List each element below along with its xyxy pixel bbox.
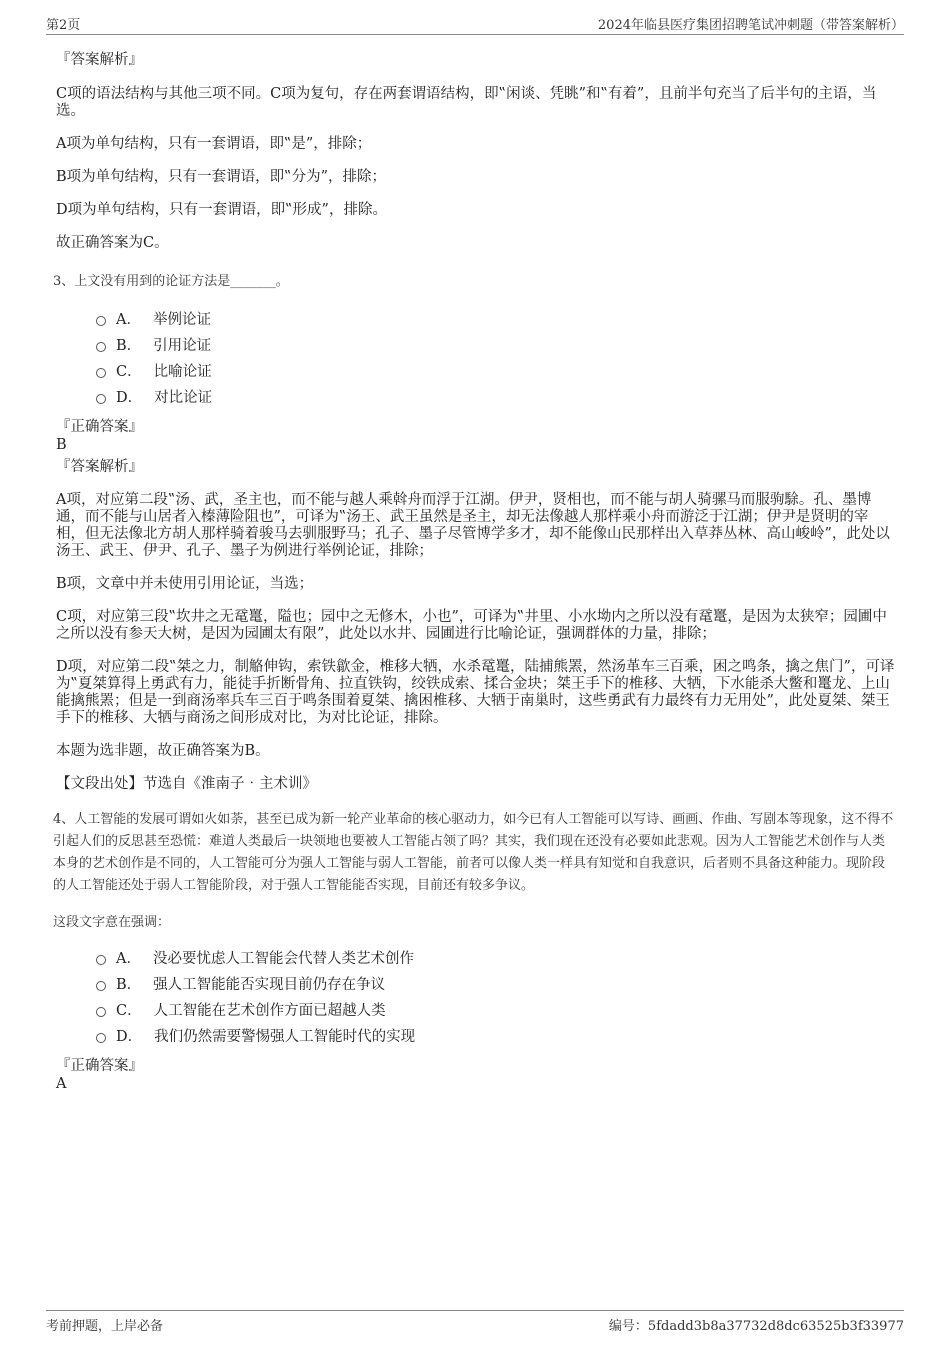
analysis-paragraph: 故正确答案为C。 [56,235,169,251]
analysis-heading: 『答案解析』 [56,52,143,68]
option-a[interactable]: A． 没必要忧虑人工智能会代替人类艺术创作 [96,944,896,970]
option-text: 人工智能在艺术创作方面已超越人类 [153,1002,386,1019]
question-4: 4、人工智能的发展可谓如火如荼，甚至已成为新一轮产业革命的核心驱动力，如今已有人工智能可以写诗、画画、作曲、写剧本等现象，这不得不引起人们的反思甚至恐慌：难道人类最后一块领地也要被人工智能占领了吗？其实，我们现在还没有必要如此悲观。因为人工智能艺术创作与人类本身的艺术创作是不同的，人工智能可分为强人工智能与弱人工智能，前者可以像人类一样具有知觉和自我意识，后者则不具备这种能力。现阶段的人工智能还处于弱人工智能阶段，对于强人工智能能否实现，目前还有较多争议。 [53,812,894,893]
option-text: 举例论证 [152,311,211,328]
option-text: 没必要忧虑人工智能会代替人类艺术创作 [152,950,414,967]
radio-icon[interactable] [96,316,106,326]
option-d[interactable]: D． 我们仍然需要警惕强人工智能时代的实现 [96,1022,896,1048]
source-note: 【文段出处】节选自《淮南子‧主术训》 [56,776,317,792]
option-d[interactable]: D． 对比论证 [96,383,896,409]
question-3: 3、上文没有用到的论证方法是_______。 [53,274,289,289]
page-content [53,44,896,1092]
option-a[interactable]: A． 举例论证 [96,305,896,331]
radio-icon[interactable] [96,981,106,991]
analysis-paragraph: D项为单句结构，只有一套谓语，即‟形成”，排除。 [56,202,387,218]
answer-heading: 『正确答案』 [56,419,143,435]
question-prompt: 这段文字意在强调： [53,915,171,930]
page-header [46,14,904,35]
footer-slogan: 考前押题，上岸必备 [46,1319,164,1334]
analysis-paragraph: D项，对应第二段‟桀之力，制觡伸钩，索铁歙金，椎移大牺，水杀鼋鼍，陆捕熊罴，然汤革车三百乘，困之鸣条，擒之焦门”，可译为‟夏桀算得上勇武有力，能徒手折断骨角、拉直铁钩，绞铁成索、揉合金块；桀王手下的椎移、大牺，下水能杀大鳖和鼍龙、上山能擒熊罴；但是一到商汤率兵车三百于鸣条围着夏桀、擒困椎移、大牺于南巢时，这些勇武有力最终有力无用处”，此处夏桀、桀王手下的椎移、大牺与商汤之间形成对比，为对比论证，排除。 [56,659,895,726]
analysis-heading: 『答案解析』 [56,459,143,475]
analysis-paragraph: A项为单句结构，只有一套谓语，即‟是”，排除； [56,136,372,152]
radio-icon[interactable] [96,1033,106,1043]
analysis-paragraph: C项的语法结构与其他三项不同。C项为复句，存在两套谓语结构，即‟闲谈、凭眺”和‟有着”，且前半句充当了后半句的主语，当选。 [56,86,877,119]
radio-icon[interactable] [96,394,106,404]
option-b[interactable]: B． 引用论证 [96,331,896,357]
page-number: 第2页 [46,18,81,33]
option-b[interactable]: B． 强人工智能能否实现目前仍存在争议 [96,970,896,996]
document-id: 编号：5fdadd3b8a37732d8dc63525b3f33977 [608,1319,904,1334]
option-c[interactable]: C． 比喻论证 [96,357,896,383]
answer-value: A [56,1076,67,1092]
radio-icon[interactable] [96,368,106,378]
option-text: 比喻论证 [153,363,212,380]
answer-heading: 『正确答案』 [56,1058,143,1074]
option-c[interactable]: C． 人工智能在艺术创作方面已超越人类 [96,996,896,1022]
option-text: 引用论证 [153,337,212,354]
analysis-paragraph: 本题为选非题，故正确答案为B。 [56,743,270,759]
options-list [56,305,896,409]
page-footer [46,1310,904,1337]
option-text: 我们仍然需要警惕强人工智能时代的实现 [154,1028,416,1045]
document-title: 2024年临县医疗集团招聘笔试冲刺题（带答案解析） [597,18,904,33]
analysis-paragraph: C项，对应第三段‟坎井之无鼋鼍，隘也；园中之无修木，小也”，可译为‟井里、小水坳内之所以没有鼋鼍，是因为太狭窄；园圃中之所以没有参天大树，是因为园圃太有限”，此处以水井、园圃进行比喻论证，强调群体的力量，排除； [56,609,887,642]
analysis-paragraph: A项，对应第二段‟汤、武，圣主也，而不能与越人乘斡舟而浮于江湖。伊尹，贤相也，而不能与胡人骑骡马而服驹駼。孔、墨博通，而不能与山居者入榛薄险阻也”，可译为‟汤王、武王虽然是圣主，却无法像越人那样乘小舟而游泛于江湖；伊尹是贤明的宰相，但无法像北方胡人那样骑着骏马去驯服野马；孔子、墨子尽管博学多才，却不能像山民那样出入草莽丛林、高山峻岭”，此处以汤王、武王、伊尹、孔子、墨子为例进行举例论证，排除； [56,492,890,559]
options-list [56,944,896,1048]
radio-icon[interactable] [96,1007,106,1017]
radio-icon[interactable] [96,955,106,965]
option-text: 对比论证 [154,389,213,406]
option-text: 强人工智能能否实现目前仍存在争议 [153,976,386,993]
analysis-paragraph: B项为单句结构，只有一套谓语，即‟分为”，排除； [56,169,386,185]
answer-value: B [56,437,67,453]
analysis-paragraph: B项，文章中并未使用引用论证，当选； [56,576,314,592]
radio-icon[interactable] [96,342,106,352]
